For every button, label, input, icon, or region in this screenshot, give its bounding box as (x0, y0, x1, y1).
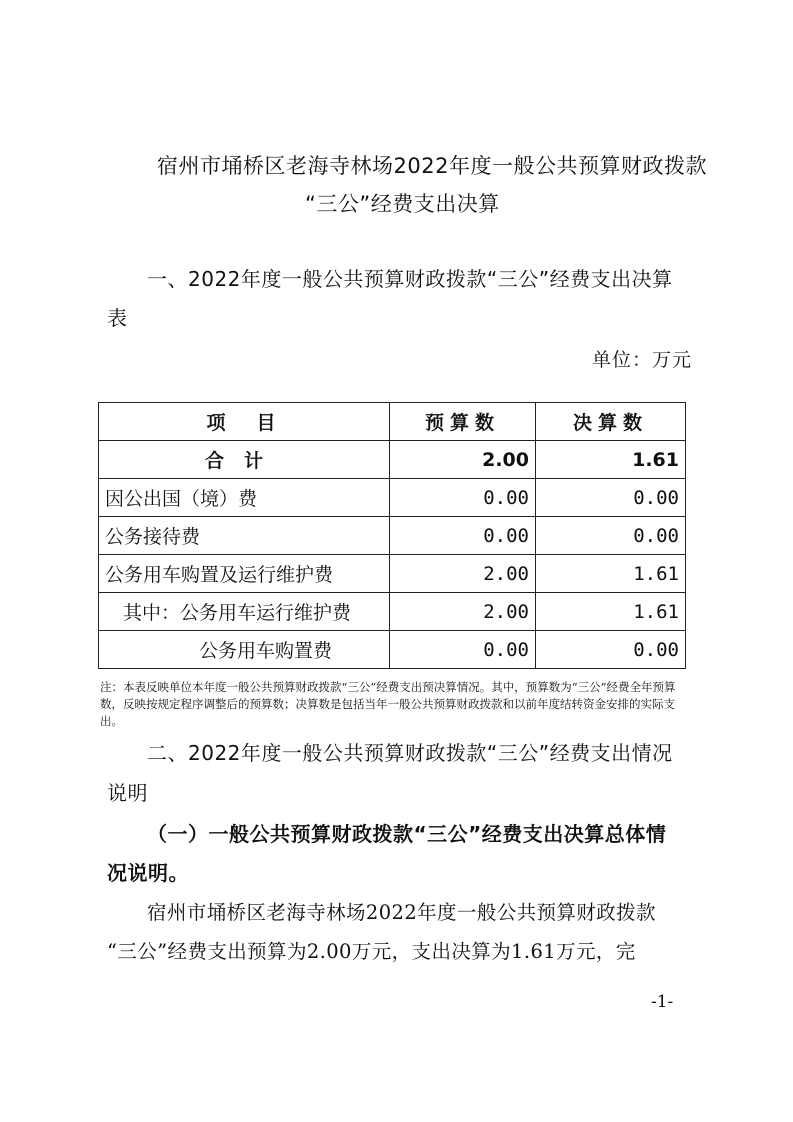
section2-1-heading-line2: 况说明。 (107, 861, 189, 885)
header-actual: 决算数 (536, 403, 686, 441)
row-budget: 2.00 (390, 593, 536, 631)
row-actual: 0.00 (536, 517, 686, 555)
row-actual: 1.61 (536, 593, 686, 631)
section2-heading-line2: 说明 (107, 781, 148, 805)
table-header-row (99, 403, 686, 441)
expense-table (98, 402, 686, 669)
table-row (99, 479, 686, 517)
total-budget: 2.00 (390, 441, 536, 479)
table-row (99, 517, 686, 555)
row-actual: 1.61 (536, 555, 686, 593)
header-item: 项 目 (99, 403, 390, 441)
row-label: 公务接待费 (99, 517, 390, 555)
table-note: 注：本表反映单位本年度一般公共预算财政拨款“三公”经费支出预决算情况。其中，预算数为“三公”经费全年预算数，反映按规定程序调整后的预算数；决算数是包括当年一般公共预算财政拨款和以前年度结转资金安排的实际支出。 (100, 680, 676, 728)
row-budget: 0.00 (390, 631, 536, 669)
unit-label: 单位：万元 (592, 349, 693, 371)
row-label: 公务用车购置费 (99, 631, 390, 669)
table-total-row (99, 441, 686, 479)
page-number: -1- (651, 992, 674, 1012)
row-actual: 0.00 (536, 479, 686, 517)
row-budget: 0.00 (390, 479, 536, 517)
section1-heading-line2: 表 (107, 306, 128, 330)
section2-1-heading-line1: （一）一般公共预算财政拨款“三公”经费支出决算总体情 (147, 822, 667, 846)
table-row (99, 631, 686, 669)
total-actual: 1.61 (536, 441, 686, 479)
row-label: 因公出国（境）费 (99, 479, 390, 517)
row-budget: 2.00 (390, 555, 536, 593)
row-label: 公务用车购置及运行维护费 (99, 555, 390, 593)
doc-title-line1: 宿州市埇桥区老海寺林场2022年度一般公共预算财政拨款 (157, 154, 707, 178)
doc-title-line2: “三公”经费支出决算 (305, 192, 500, 216)
section2-heading-line1: 二、2022年度一般公共预算财政拨款“三公”经费支出情况 (147, 741, 673, 765)
row-budget: 0.00 (390, 517, 536, 555)
table-row (99, 555, 686, 593)
table-row (99, 593, 686, 631)
paragraph-line1: 宿州市埇桥区老海寺林场2022年度一般公共预算财政拨款 (147, 901, 656, 924)
total-label: 合计 (99, 441, 390, 479)
row-label: 其中：公务用车运行维护费 (99, 593, 390, 631)
section1-heading-line1: 一、2022年度一般公共预算财政拨款“三公”经费支出决算 (147, 267, 673, 291)
header-budget: 预算数 (390, 403, 536, 441)
paragraph-line2: “三公”经费支出预算为2.00万元，支出决算为1.61万元，完 (107, 940, 636, 963)
row-actual: 0.00 (536, 631, 686, 669)
